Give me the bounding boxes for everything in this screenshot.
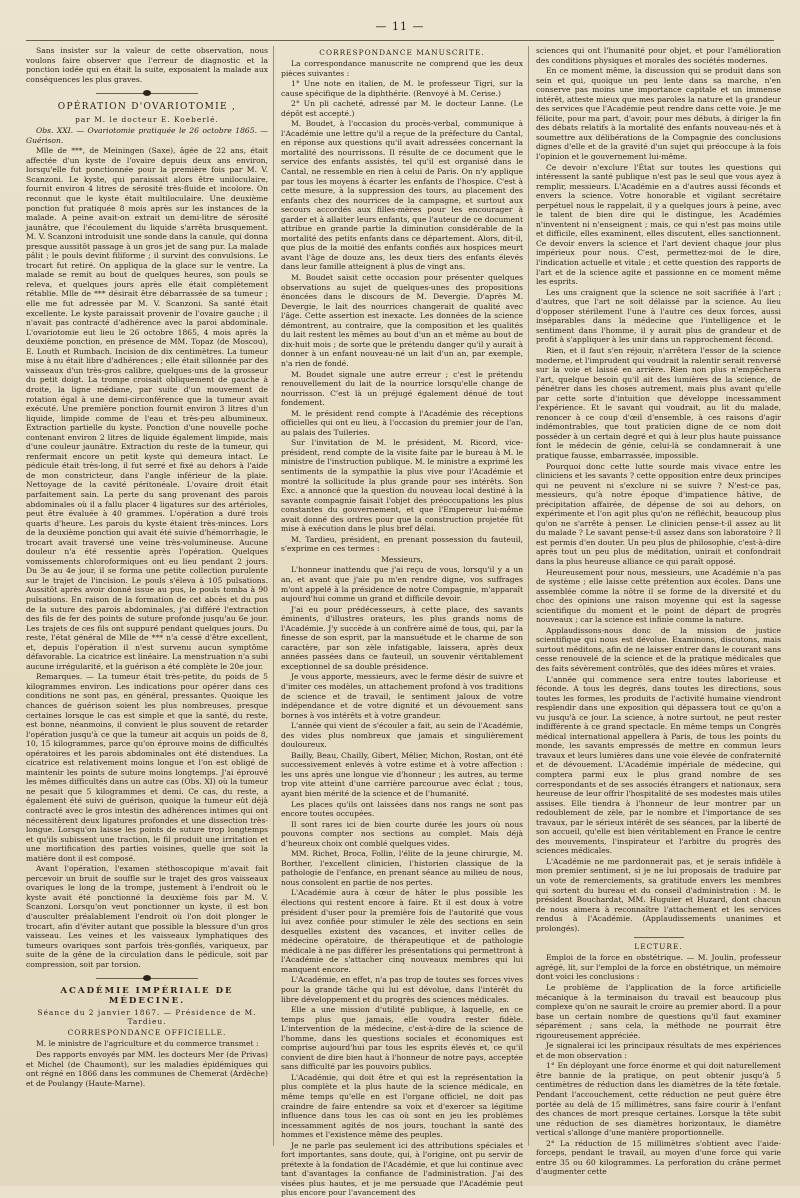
column-3 <box>536 46 781 1177</box>
paragraph: M. Boudet, à l'occasion du procès-verbal, communique à l'Académie une lettre qu'il a reçue de la préfecture du Cantal, en réponse aux questions qu'il avait adressées concernant la mortalité des nourrissons. Il résulte de ce document que le service des enfants assistés, tel qu'il est organisé dans le Cantal, ne ressemble en rien à celui de Paris. On n'y applique par tous les moyens à écarter les enfants de l'hospice. C'est à cette mesure, à la suppression des tours, au placement des enfants chez des nourrices de la campagne, et surtout aux secours accordés aux filles-mères pour les encourager à garder et à allaiter leurs enfants, que l'auteur de ce document attribue en grande partie la diminution considérable de la mortalité des petits enfants dans ce département. Alors, dit-il, que plus de la moitié des enfants confiés aux hospices meurt avant l'âge de douze ans, les deux tiers des enfants élevés dans leur famille atteignent à plus de vingt ans. <box>281 119 523 272</box>
paragraph: J'ai eu pour prédécesseurs, à cette place, des savants éminents, d'illustres orateurs, les plus grands noms de l'Académie. J'y succède à un confrère aimé de tous, qui, par la finesse de son esprit, par la mansuétude et le charme de son caractère, par son zèle infatigable, laissera, après deux années passées dans ce fauteuil, un souvenir véritablement exceptionnel de sa double présidence. <box>281 604 523 671</box>
paragraph: Il sont rares ici de bien courte durée les jours où nous pouvons compter nos sections au complet. Mais déjà d'heureux choix ont comblé quelques vides. <box>281 819 523 848</box>
paragraph: La correspondance manuscrite ne comprend que les deux pièces suivantes : <box>281 59 523 78</box>
paragraph: 1° En déployant une force énorme et qui doit naturellement être bannie de la pratique, on peut obtenir jusqu'à 5 centimètres de réduction dans les diamètres de la tête fœtale. Pendant l'accouchement, cette réduction ne peut guère être portée au delà de 15 millimètres, sans faire courir à l'enfant des chances de mort presque certaines. Lorsque la tête subit une réduction de ses diamètres horizontaux, le diamètre vertical s'allonge d'une manière proportionnelle. <box>536 1061 781 1138</box>
paragraph: Pourquoi donc cette lutte sourde mais vivace entre les cliniciens et les savants ? cette opposition entre deux principes qui ne peuvent ni s'exclure ni se suivre ? N'est-ce pas, messieurs, qu'à notre époque d'impatience hâtive, de précipitation affairée, de dépense de soi au dehors, on expérimente et l'on agit plus qu'on ne réfléchit, beaucoup plus qu'on ne s'arrête à penser. Le clinicien pense-t-il assez au lit du malade ? Le savant pense-t-il assez dans son laboratoire ? Il est permis d'en douter. Un peu plus de philosophie, c'est-à-dire après tout un peu plus de méditation, unirait et confondrait dans la plus heureuse alliance ce qui paraît opposé. <box>536 461 781 566</box>
paragraph: L'Académie aura à cœur de hâter le plus possible les élections qui restent encore à faire. Et il est doux à votre président d'user pour la première fois de l'autorité que vous lui avez confiée pour stimuler le zèle des sections en sein desquelles existent des vacances, et inviter celles de médecine opératoire, de thérapeutique et de pathologie médicale à ne pas différer les présentations qui permettront à l'Académie de s'attacher cinq nouveaux membres qui lui manquent encore. <box>281 888 523 974</box>
paragraph: M. Boudet saisit cette occasion pour présenter quelques observations au sujet de quelques-unes des propositions énoncées dans le discours de M. Devergie. D'après M. Devergie, le lait des nourrices changerait de qualité avec l'âge. Cette assertion est inexacte. Les données de la science démontrent, au contraire, que la composition et les qualités du lait restent les mêmes au bout d'un an et même au bout de dix-huit mois ; de sorte que le prétendu danger qu'il y aurait à donner à un enfant nouveau-né un lait d'un an, par exemple, n'a rien de fondé. <box>281 273 523 368</box>
paragraph: L'Académie ne me pardonnerait pas, et je serais infidèle à mon premier sentiment, si je ne lui proposais de traduire par un vote de remerciements, sa gratitude envers les membres qui sortent du bureau et du conseil d'administration : M. le président Bouchardat, MM. Huguier et Huzard, dont chacun de nous aimera à reconnaître l'attachement et les services rendus à l'Académie. (Applaudissements unanimes et prolongés). <box>536 856 781 933</box>
paragraph: L'année qui commence sera entre toutes laborieuse et féconde. A tous les degrés, dans toutes les directions, sous toutes les formes, les produits de l'activité humaine viendront resplendir dans une exposition qui dépassera tout ce qu'on a vu jusqu'à ce jour. La science, à notre surtout, ne peut rester indifférente à ce grand spectacle. En même temps un Congrès médical international appellera à Paris, de tous les points du monde, les savants empressés de mettre en commun leurs travaux et leurs lumières dans une voie élevée de confraternité et de dévouement. L'Académie impériale de médecine, qui comptera parmi eux le plus grand nombre de ses correspondants et de ses associés étrangers et nationaux, sera heureuse de leur offrir l'hospitalité de ses modestes mais utiles assises. Elle tiendra à l'honneur de leur montrer par un redoublement de zèle, par le nombre et l'importance de ses travaux, par le sérieux intérêt de ses séances, par la liberté de son accueil, qu'elle est bien véritablement en France le centre des mouvements, l'inspirateur et l'arbitre du progrès des sciences médicales. <box>536 674 781 856</box>
paragraph: Je vous apporte, messieurs, avec le ferme désir de suivre et d'imiter ces modèles, un attachement profond à vos traditions de science et de travail, le sentiment jaloux de votre indépendance et de votre dignité et un dévouement sans bornes à vos intérêts et à votre grandeur. <box>281 672 523 720</box>
paragraph: M. le ministre de l'agriculture et du commerce transmet : <box>36 1039 259 1049</box>
paragraph: Mlle de ***, de Meiningen (Saxe), âgée de 22 ans, était affectée d'un kyste de l'ovaire depuis deux ans environ, lorsqu'elle fut ponctionnée pour la première fois par M. V. Scanzoni. Le kyste, qui paraissait alors être uniloculaire, fournit environ 4 litres de sérosité très-fluide et incolore. On reconnut que le kyste était multiloculaire. Une deuxième ponction fut pratiquée 8 mois après sur les instances de la malade. A peine avait-on extrait un demi-litre de sérosité jaunâtre, que l'écoulement du liquide s'arrêta brusquement. M. V. Scanzoni introduisit une sonde dans la canule, qui donna presque aussitôt passage à un gros jet de sang pur. La malade pâlit ; le pouls devint filiforme ; il survint des convulsions. Le trocart fut retiré. On appliqua de la glace sur le ventre. La malade se remit au bout de quelques heures, son pouls se releva, et quelques jours après elle était complètement rétablie. Mlle de *** désirait être débarrassée de sa tumeur ; elle me fut adressée par M. V. Scanzoni. Sa santé était excellente. Le kyste paraissait provenir de l'ovaire gauche ; il n'avait pas contracté d'adhérence avec la paroi abdominale. L'ovariotomie eut lieu le 26 octobre 1865, 4 mois après la deuxième ponction, en présence de MM. Topaz (de Moscou), E. Louth et Rumbach. Incision de dix centimètres. La tumeur mise à nu était libre d'adhérences ; elle était sillonnée par des vaisseaux d'un très-gros calibre, quelques-uns de la grosseur du petit doigt. La trompe croisait obliquement de gauche à droite, la ligne médiane, par suite d'un mouvement de rotation égal à une demi-circonférence que la tumeur avait exécuté. Une première ponction fournit environ 3 litres d'un liquide, limpide comme de l'eau et très-peu albumineux. Extraction partielle du kyste. Ponction d'une nouvelle poche contenant environ 2 litres de liquide également limpide, mais d'une couleur jaunâtre. Extraction du reste de la tumeur, qui renfermait encore un petit kyste qui demeura intact. Le pédicule était très-long, il fut serré et fixé au dehors à l'aide de mon constricteur, dans l'angle inférieur de la plaie. Nettoyage de la cavité péritonéale. L'ovaire droit était parfaitement sain. La perte du sang provenant des parois abdominales où il a fallu placer 4 ligatures sur des artérioles, peut être évaluée à 40 grammes. L'opération a duré trois quarts d'heure. Les parois du kyste étaient très-minces. Lors de la deuxième ponction qui avait été suivie d'hémorrhagie, le trocart avait traversé une veine très-volumineuse. Aucune douleur n'a été ressentie après l'opération. Quelques vomissements chloroformiques ont eu lieu pendant 2 jours. Du 3e au 4e jour, il se forma une petite collection purulente sur le trajet de l'incision. Le pouls s'éleva à 105 pulsations. Aussitôt après avoir donné issue au pus, le pouls tomba à 90 pulsations. En raison de la formation de cet abcès et du pus de la suture des parois abdominales, j'ai différé l'extraction des fils de fer des points de suture profonde jusqu'au 6e jour. Les trajets de ces fils ont suppuré pendant quelques jours. Du reste, l'état général de Mlle de *** n'a cessé d'être excellent, et, depuis l'opération il n'est survenu aucun symptôme défavorable. La cicatrice est linéaire. La menstruation n'a subi aucune irrégularité, et la guérison a été complète le 20e jour. <box>26 146 268 671</box>
subsection-title: CORRESPONDANCE OFFICIELLE. <box>67 1028 227 1038</box>
column-rule <box>273 46 274 1146</box>
paragraph: L'Académie, qui doit être et qui est la représentation la plus complète et la plus haute de la science médicale, en même temps qu'elle en est l'organe officiel, ne doit pas craindre de faire entendre sa voix et d'exercer sa légitime influence dans tous les cas où sont en jeu les problèmes incessamment agités de nos jours, touchant la santé des hommes et l'existence même des peuples. <box>281 1072 523 1140</box>
salutation: Messieurs, <box>381 554 423 564</box>
subsection-title: CORRESPONDANCE MANUSCRITE. <box>319 48 485 57</box>
paragraph: Je ne parle pas seulement ici des attributions spéciales et fort importantes, sans doute, qui, à l'origine, ont pu servir de prétexte à la fondation de l'Académie, et que lui continue avec tant d'avantages la confiance de l'administration. J'ai des visées plus hautes, et je me persuade que l'Académie peut plus encore pour l'avancement des <box>281 1140 523 1198</box>
page-number: — 11 — <box>375 20 425 33</box>
seance-heading: Séance du 2 janvier 1867. — Présidence de M. Tardieu. <box>37 1008 257 1027</box>
paragraph: Applaudissons-nous donc de la mission de justice scientifique qui nous est dévolue. Examinons, discutons, mais surtout méditons, afin de ne laisser entrer dans le courant sans cesse renouvelé de la science et de la pratique médicales que des faits sévèrement contrôlés, que des idées mûres et vraies. <box>536 625 781 673</box>
divider <box>634 937 684 938</box>
subsection-title: LECTURE. <box>634 942 683 952</box>
paragraph: Sur l'invitation de M. le président, M. Ricord, vice-président, rend compte de la visite faite par le bureau à M. le ministre de l'instruction publique. M. le ministre a exprimé les sentiments de la sympathie la plus vive pour l'Académie et montré la sollicitude la plus grande pour ses intérêts. Son Exc. a annoncé que la question du nouveau local destiné à la savante compagnie faisait l'objet des préoccupations les plus constantes du gouvernement, et que l'Empereur lui-même avait donné des ordres pour que la construction projetée fût mise à exécution dans le plus bref délai. <box>281 438 523 534</box>
column-rule <box>528 46 529 1146</box>
paragraph: Le problème de l'application de la force artificielle mécanique à la terminaison du travail est beaucoup plus complexe qu'on ne saurait le croire au premier abord. Il a pour base un certain nombre de questions qu'il faut examiner séparément ; sans cela, la méthode ne pourrait être rigoureusement appréciée. <box>536 982 781 1040</box>
paragraph: L'Académie, en effet, n'a pas trop de toutes ses forces vives pour la grande tâche qui lui est dévolue, dans l'intérêt du libre développement et du progrès des sciences médicales. <box>281 975 523 1004</box>
paragraph: MM. Richet, Broca, Follin, l'élite de la jeune chirurgie, M. Borther, l'excellent clinicien, l'historien classique de la pathologie de l'enfance, en prenant séance au milieu de nous, nous consolent en partie de nos pertes. <box>281 849 523 887</box>
paragraph: Sans insister sur la valeur de cette observation, nous voulons faire observer que l'erreur de diagnostic et la ponction iodée qui en était la suite, exposaient la malade aux conséquences les plus graves. <box>26 46 268 84</box>
paragraph: Les places qu'ils ont laissées dans nos rangs ne sont pas encore toutes occupées. <box>281 799 523 819</box>
paragraph: Heureusement pour nous, messieurs, une Académie n'a pas de système ; elle laisse cette prétention aux écoles. Dans une assemblée comme la nôtre il se forme de la diversité et du choc des opinions une raison moyenne qui est la sagesse scientifique du moment et le point de départ de progrès nouveaux ; car la science est infinie comme la nature. <box>536 567 781 625</box>
paragraph: 1° Une note en italien, de M. le professeur Tigri, sur la cause spécifique de la diphthérie. (Renvoyé à M. Cerise.) <box>281 79 523 98</box>
observation-heading: Obs. XXI. — Ovariotomie pratiquée le 26 octobre 1865. — Guérison. <box>26 126 268 145</box>
article-author: par M. le docteur E. Koeberlé. <box>75 115 219 125</box>
paragraph: M. le président rend compte à l'Académie des réceptions officielles qui ont eu lieu, à l'occasion du premier jour de l'an, au palais des Tuileries. <box>281 408 523 437</box>
paragraph: L'honneur inattendu que j'ai reçu de vous, lorsqu'il y a un an, et avant que j'aie pu m'en rendre digne, vos suffrages m'ont appelé à la présidence de notre Compagnie, m'apparaît aujourd'hui comme un grand et difficile devoir. <box>281 565 523 604</box>
ornament-divider <box>26 974 268 982</box>
paragraph: Avant l'opération, l'examen stéthoscopique m'avait fait percevoir un bruit de souffle sur le trajet des gros vaisseaux ovariques le long de la trompe, justement à l'endroit où le kyste avait été ponctionné la deuxième fois par M. V. Scanzoni. Lorsqu'on veut ponctionner un kyste, il est bon d'ausculter préalablement l'endroit où l'on doit plonger le trocart, afin d'éviter autant que possible la blessure d'un gros vaisseau. Les veines et les vaisseaux lymphatiques des tumeurs ovariques sont parfois très-gonflés, variqueux, par suite de la gêne de la circulation dans le pédicule, soit par compression, soit par torsion. <box>26 864 268 969</box>
section-title: ACADÉMIE IMPÉRIALE DE MÉDECINE. <box>60 986 234 1006</box>
paragraph: Emploi de la force en obstétrique. — M. Joulin, professeur agrégé, lit, sur l'emploi de la force en obstétrique, un mémoire dont voici les conclusions : <box>536 953 781 982</box>
paragraph: Elle a une mission d'utilité publique, à laquelle, en ce temps plus que jamais, elle voudra rester fidèle. L'intervention de la médecine, c'est-à-dire de la science de l'homme, dans les questions sociales et économiques est comprise aujourd'hui par tous les esprits élevés et, ce qu'il convient de dire bien haut à l'honneur de notre pays, acceptée sans difficulté par les pouvoirs publics. <box>281 1005 523 1072</box>
paragraph: Ce devoir n'exclure l'État sur toutes les questions qui intéressent la santé publique n'est pas le seul que vous ayez à remplir, messieurs. L'Académie en a d'autres aussi féconds et envers la science. Votre honorable et vigilant secrétaire perpétuel nous le rappelait, il y a quelques jours à peine, avec le talent de bien dire qui le distingue, les Académies n'inventent ni n'enseignent ; mais, ce qui n'est pas moins utile et difficile, elles examinent, elles discutent, elles sanctionnent. Ce devoir envers la science et l'art devient chaque jour plus impérieux pour nous. C'est, permettez-moi de le dire, l'indication actuelle et vitale ; et cette question des rapports de l'art et de la science agite et passionne en ce moment même les esprits. <box>536 162 781 287</box>
paragraph: M. Tardieu, président, en prenant possession du fauteuil, s'exprime en ces termes : <box>281 534 523 554</box>
paragraph: sciences qui ont l'humanité pour objet, et pour l'amélioration des conditions physiques et morales des sociétés modernes. <box>536 46 781 65</box>
paragraph: Je signalerai ici les principaux résultats de mes expériences et de mon observation : <box>536 1041 781 1060</box>
article-title: OPÉRATION D'OVARIOTOMIE , <box>57 102 237 113</box>
column-2 <box>281 46 523 1198</box>
paragraph: 2° La réduction de 15 millimètres s'obtient avec l'aide-forceps, pendant le travail, au moyen d'une force qui varie entre 35 ou 60 kilogrammes. La perforation du crâne permet d'augmenter cette <box>536 1138 781 1177</box>
paragraph: Les uns craignent que la science ne soit sacrifiée à l'art ; d'autres, que l'art ne soit délaissé par la science. Au lieu d'opposer stérilement l'une à l'autre ces deux forces, aussi inséparables dans la médecine que l'intelligence et le sentiment dans l'homme, il y aurait plus de grandeur et de profit à s'appliquer à les unir dans un rapprochement fécond. <box>536 287 781 345</box>
column-1 <box>26 46 268 1146</box>
ornament-divider <box>26 89 268 97</box>
paragraph: M. Boudet signale une autre erreur ; c'est le prétendu renouvellement du lait de la nourrice lorsqu'elle change de nourrisson. C'est là un préjugé également dénué de tout fondement. <box>281 369 523 408</box>
paragraph: Des rapports envoyés par MM. les docteurs Mer (de Privas) et Michel (de Chaumont), sur les maladies épidémiques qui ont régné en 1866 dans les communes de Chemerat (Ardèche) et de Poulangy (Haute-Marne). <box>26 1049 268 1088</box>
paragraph: En ce moment même, la discussion qui se produit dans son sein et qui, quoique un peu lente dans sa marche, n'en conserve pas moins une importance capitale et un immense intérêt, atteste mieux que mes paroles la nature et la grandeur des services que l'Académie peut rendre dans cette voie. Je me félicite, pour ma part, d'avoir, pour mes débuts, à diriger la fin des débats relatifs à la mortalité des enfants nouveau-nés et à soumettre aux délibérations de la Compagnie des conclusions dignes d'elle et de la gravité d'un sujet qui préoccupe à la fois l'opinion et le gouvernement lui-même. <box>536 66 781 162</box>
paragraph: Rien, et il faut s'en réjouir, n'arrêtera l'essor de la science moderne, et l'imprudent qui voudrait la ralentir serait renversé sur la voie et laissé en arrière. Rien non plus n'empêchera l'art, quelque besoin qu'il ait des lumières de la science, de pénétrer dans les choses autrement, mais plus avant qu'elle par cette sorte d'intuition que développe incessamment l'expérience. Et le savant qui voudrait, au lit du malade, renoncer à ce coup d'œil d'ensemble, à ces raisons d'agir indémontrables, que tout praticien digne de ce nom doit posséder à un certain degré et qui à leur plus haute puissance font le médecin de génie, celui-là se condamnerait à une pratique fausse, embarrassée, impossible. <box>536 345 781 460</box>
paragraph: L'année qui vient de s'écouler a fait, au sein de l'Académie, des vides plus nombreux que jamais et singulièrement douloureux. <box>281 721 523 750</box>
paragraph: Remarques. — La tumeur était très-petite, du poids de 5 kilogrammes environ. Les indications pour opérer dans ces conditions ne sont pas, en général, pressantes. Quoique les chances de guérison soient les plus nombreuses, presque certaines lorsque le cas est simple et que la santé, du reste, est bonne, néanmoins, il convient le plus souvent de retarder l'opération jusqu'à ce que la tumeur ait acquis un poids de 8, 10, 15 kilogrammes, parce qu'on éprouve moins de difficultés opératoires et les parois abdominales ont été distendues. La cicatrice est relativement moins longue et l'on est obligé de maintenir les points de suture moins longtemps. J'ai éprouvé les mêmes difficultés dans un autre cas (Obs. XI) où la tumeur ne pesait que 5 kilogrammes et demi. Ce cas, du reste, a également été suivi de guérison, quoique la tumeur eût déjà contracté avec le gros intestin des adhérences intimes qui ont nécessitèrent deux ligatures profondes et une dissection très-longue. Lorsqu'on laisse les points de suture trop longtemps et qu'ils subissent une traction, le fil produit une irritation et une mortification des parties voisines, quelle que soit la matière dont il est composé. <box>26 672 268 863</box>
paragraph: 2° Un pli cacheté, adressé par M. le docteur Lanne. (Le dépôt est accepté.) <box>281 99 523 118</box>
header-rule <box>26 40 774 41</box>
paragraph: Bailly, Beau, Chailly, Gibert, Mêlier, Michon, Rostan, ont été successivement enlevés à votre estime et à votre affection : les uns après une longue vie d'honneur ; les autres, au terme trop vite atteint d'une carrière parcourue avec éclat ; tous, ayant bien mérité de la science et de l'humanité. <box>281 750 523 799</box>
